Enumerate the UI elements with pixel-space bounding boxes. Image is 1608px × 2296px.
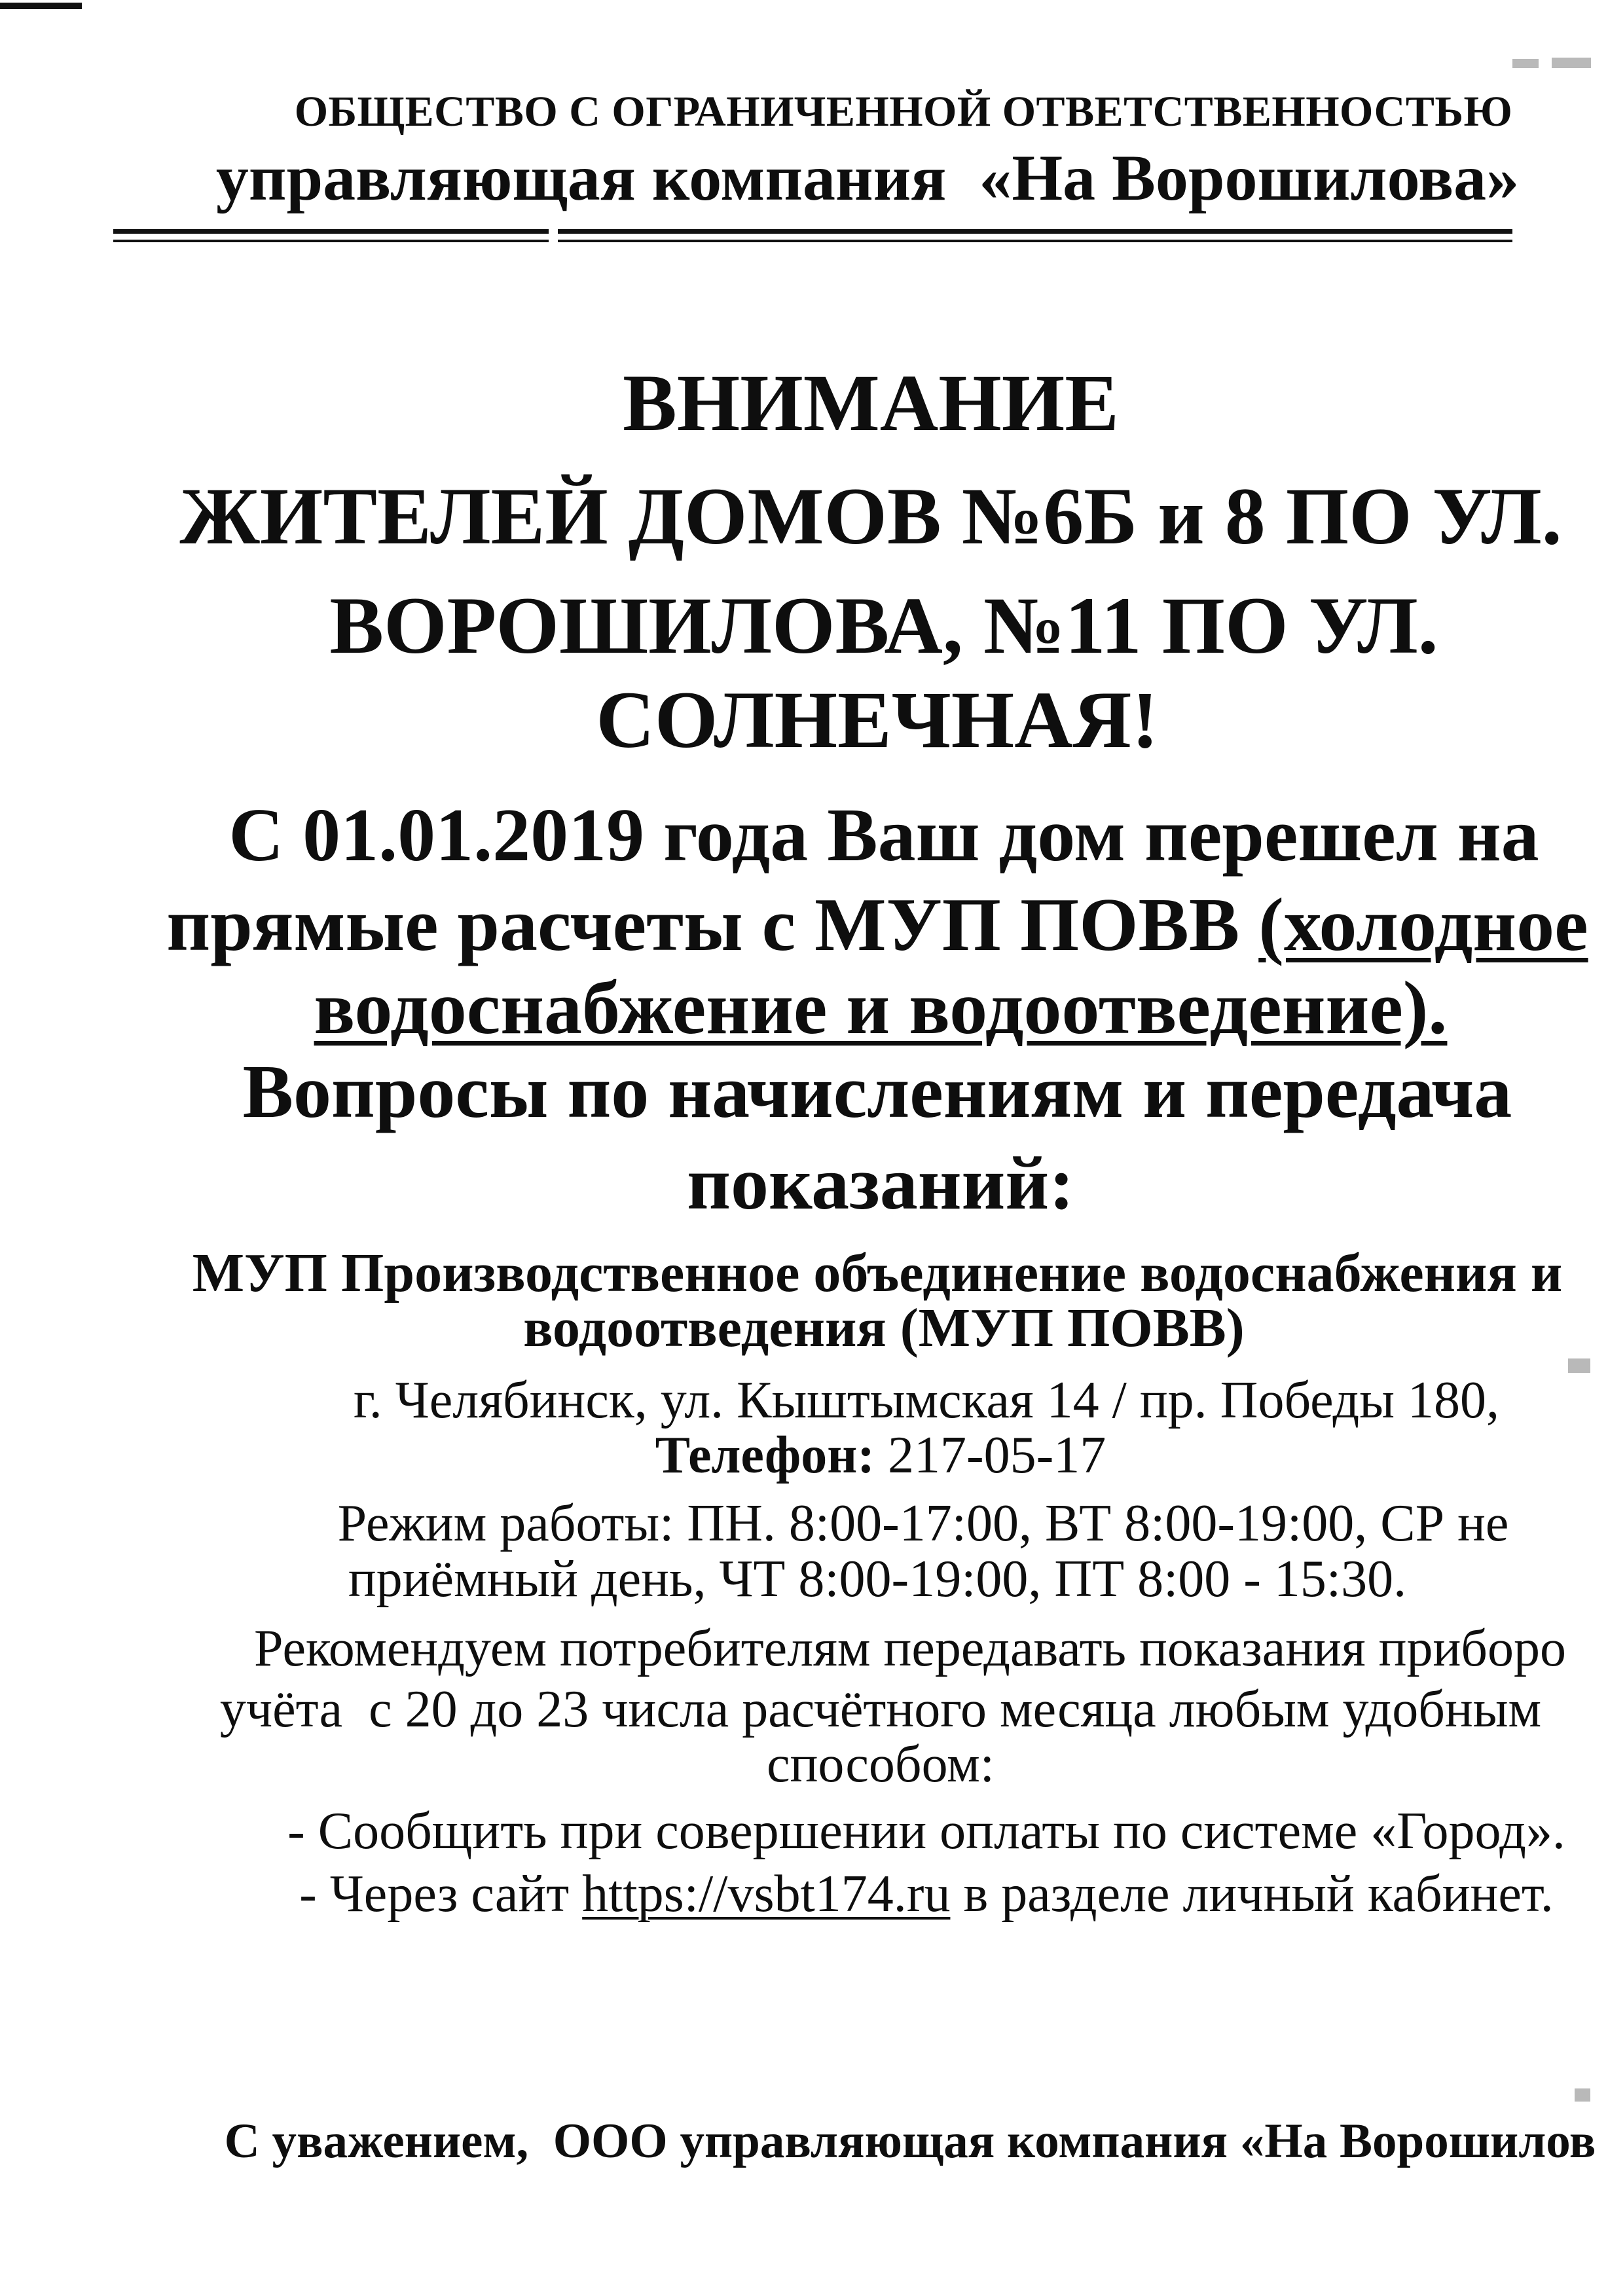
announcement-text-2: прямые расчеты с МУП ПОВВ [166,883,1259,967]
questions-text-2: показаний: [687,1142,1074,1226]
contact-phone [609,1429,1152,1482]
letterhead-org-name [196,141,1539,214]
letterhead-org-type [275,90,1532,134]
letterhead-rule-bottom-left [113,240,549,242]
signature [216,2114,1604,2168]
signature-text: С уважением, ООО управляющая компания «На Ворошилов [224,2114,1596,2168]
contact-org-line-2 [498,1298,1270,1358]
org-name-text: управляющая компания «На Ворошилова» [215,141,1520,214]
announcement-line-2 [157,883,1598,967]
addressee-text-1: ЖИТЕЛЕЙ ДОМОВ №6Б и 8 ПО УЛ. [179,471,1562,561]
announcement-underlined-text-2: (холодное [1258,883,1588,967]
contact-org-text-2: водоотведения (МУП ПОВВ) [523,1298,1245,1358]
scan-mark-right-margin [1568,1358,1590,1373]
hours-text-2: приёмный день, ЧТ 8:00-19:00, ПТ 8:00 - 15:30. [348,1550,1407,1608]
contact-org-text-1: МУП Производственное объединение водоснабжения и [192,1243,1563,1303]
notice-addressee-line-2 [275,581,1493,670]
contact-hours-line-1 [295,1497,1552,1550]
letterhead-rule-bottom-right [558,240,1512,242]
recommendation-line-3 [720,1738,1041,1791]
questions-text-1: Вопросы по начислениям и передача [242,1050,1512,1134]
option-1-text: - Сообщить при совершении оплаты по системе «Город». [287,1802,1565,1860]
recommendation-option-1 [249,1802,1604,1860]
scan-mark-top-right [1512,59,1539,68]
recommendation-text-2: учёта с 20 до 23 числа расчётного месяца любым удобным [219,1681,1542,1738]
notice-title-text: ВНИМАНИЕ [623,358,1119,448]
addressee-text-3: СОЛНЕЧНАЯ! [596,675,1159,765]
announcement-underlined-text-3: водоснабжение и водоотведение). [314,966,1448,1050]
contact-address [308,1374,1545,1427]
notice-addressee-line-3 [550,675,1205,765]
scan-mark-top-left [0,3,82,9]
notice-addressee-line-1 [157,471,1584,561]
phone-number: 217-05-17 [875,1427,1106,1484]
questions-line-2 [642,1142,1120,1226]
recommendation-text-3: способом: [767,1736,995,1793]
scan-mark-right-margin-2 [1575,2088,1590,2102]
announcement-line-3 [275,966,1486,1050]
scan-mark-top-right-2 [1552,58,1591,68]
website-link[interactable]: https://vsbt174.ru [582,1865,951,1923]
addressee-text-2: ВОРОШИЛОВА, №11 ПО УЛ. [329,581,1438,670]
org-type-text: ОБЩЕСТВО С ОГРАНИЧЕННОЙ ОТВЕТСТВЕННОСТЬЮ [294,88,1513,136]
recommendation-text-1: Рекомендуем потребителям передавать показания приборо [254,1620,1566,1677]
recommendation-line-2 [177,1683,1584,1736]
announcement-line-1 [196,793,1571,877]
letterhead-rule-top-left [113,229,549,234]
letterhead-rule-top-right [558,229,1512,234]
contact-address-text: г. Челябинск, ул. Кыштымская 14 / пр. Победы 180, [354,1372,1499,1429]
contact-org-line-1 [177,1243,1578,1303]
option-2-suffix: в разделе личный кабинет. [950,1865,1554,1923]
recommendation-line-1 [216,1622,1604,1675]
phone-label: Телефон: [655,1427,875,1484]
option-2-prefix: - Через сайт [299,1865,583,1923]
questions-line-1 [229,1050,1526,1134]
recommendation-option-2 [255,1865,1598,1923]
notice-title [576,358,1165,448]
hours-text-1: Режим работы: ПН. 8:00-17:00, ВТ 8:00-19:00, СР не [337,1495,1509,1552]
announcement-text-1: С 01.01.2019 года Ваш дом перешел на [228,793,1539,877]
contact-hours-line-2 [314,1550,1440,1608]
